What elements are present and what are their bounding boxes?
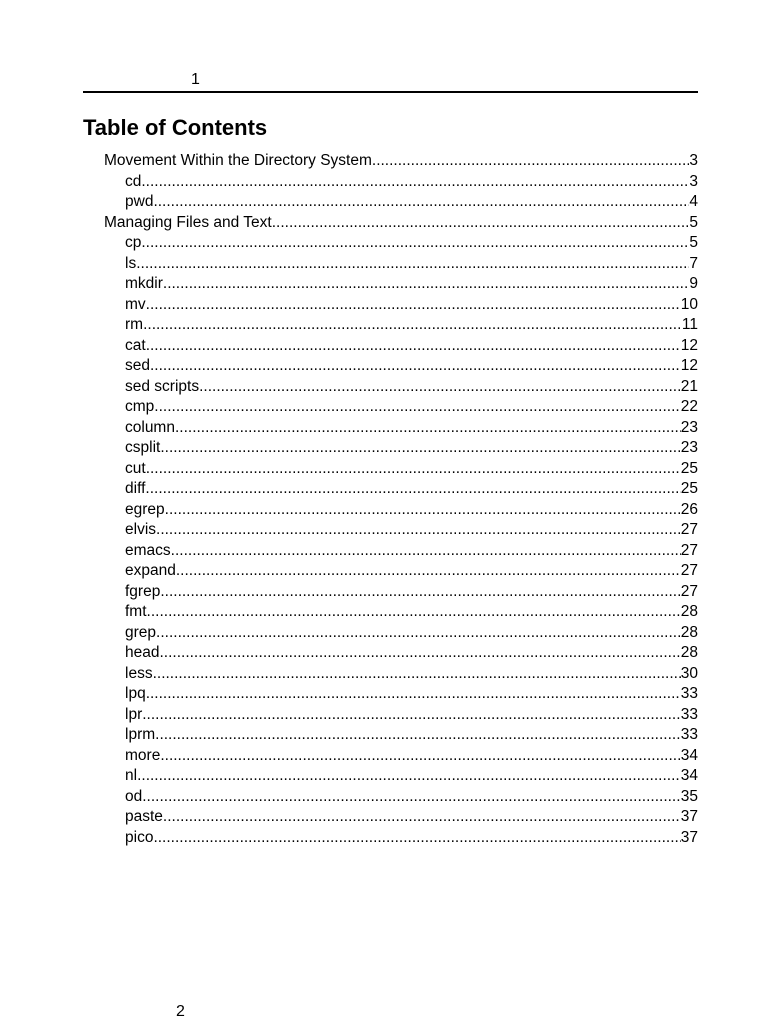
toc-subsection-entry[interactable] [83,766,698,787]
toc-dot-leader [146,684,681,705]
toc-subsection-entry[interactable] [83,336,698,357]
toc-entry-page-number: 12 [680,336,698,354]
toc-dot-leader [141,172,689,193]
toc-subsection-entry[interactable] [83,295,698,316]
toc-entry-label: more [125,746,161,764]
toc-entry-page-number: 28 [680,644,698,661]
toc-entry-page-number: 3 [689,172,698,190]
toc-subsection-entry[interactable] [83,397,698,418]
toc-entry-page-number: 5 [689,234,698,251]
toc-entry-label: lpq [125,685,146,702]
toc-subsection-entry[interactable] [83,725,698,746]
toc-entry-label: od [125,787,143,805]
toc-entry-label: grep [125,623,157,641]
toc-entry-page-number: 22 [680,398,698,415]
toc-dot-leader [153,828,680,849]
toc-dot-leader [150,356,681,377]
toc-dot-leader [160,438,680,459]
toc-dot-leader [176,561,681,582]
toc-subsection-entry[interactable] [83,377,698,398]
toc-subsection-entry[interactable] [83,807,698,828]
header-page-number: 1 [191,71,200,88]
toc-entry-label: diff [125,480,146,497]
toc-entry-page-number: 9 [689,275,698,292]
toc-dot-leader [199,377,681,398]
toc-dot-leader [147,602,681,623]
toc-dot-leader [156,520,681,541]
toc-entry-label: sed scripts [125,377,200,395]
toc-dot-leader [146,336,681,357]
toc-entry-page-number: 12 [680,357,698,374]
toc-dot-leader [171,541,681,562]
toc-entry-label: Managing Files and Text [104,213,272,231]
toc-dot-leader [156,623,681,644]
toc-entry-page-number: 28 [680,603,698,620]
toc-entry-label: pwd [125,193,154,210]
toc-entry-label: mkdir [125,275,163,292]
toc-dot-leader [141,233,689,254]
toc-dot-leader [145,479,680,500]
toc-dot-leader [163,274,689,295]
toc-dot-leader [142,787,681,808]
toc-dot-leader [163,807,681,828]
toc-subsection-entry[interactable] [83,643,698,664]
toc-entry-page-number: 33 [680,726,698,743]
toc-subsection-entry[interactable] [83,459,698,480]
toc-entry-label: expand [125,562,176,579]
toc-entry-page-number: 27 [680,582,698,600]
toc-entry-label: emacs [125,541,171,559]
toc-subsection-entry[interactable] [83,274,698,295]
toc-entry-page-number: 25 [680,459,698,477]
toc-entry-page-number: 25 [680,480,698,497]
toc-entry-label: column [125,418,175,436]
toc-entry-label: cp [125,234,142,251]
toc-entry-label: less [125,664,153,682]
toc-entry-label: cd [125,172,142,190]
toc-entry-page-number: 7 [689,254,698,272]
toc-dot-leader [136,254,689,275]
toc-entry-label: lprm [125,726,156,743]
toc-subsection-entry[interactable] [83,500,698,521]
toc-entry-page-number: 23 [680,439,698,456]
toc-entry-label: sed [125,357,150,374]
toc-entry-page-number: 35 [680,787,698,805]
toc-entry-label: Movement Within the Directory System [104,152,372,169]
toc-entry-page-number: 33 [680,705,698,723]
toc-subsection-entry[interactable] [83,664,698,685]
toc-subsection-entry[interactable] [83,582,698,603]
toc-section-entry[interactable] [83,213,698,234]
toc-dot-leader [146,295,681,316]
header-rule [83,91,698,93]
toc-subsection-entry[interactable] [83,787,698,808]
toc-title: Table of Contents [83,115,268,140]
toc-dot-leader [153,192,689,213]
toc-entry-label: cat [125,336,146,354]
toc-subsection-entry[interactable] [83,254,698,275]
toc-entry-page-number: 37 [680,808,698,825]
toc-subsection-entry[interactable] [83,623,698,644]
toc-subsection-entry[interactable] [83,684,698,705]
toc-dot-leader [165,500,681,521]
toc-entry-page-number: 4 [689,193,698,210]
toc-entry-label: egrep [125,500,165,518]
toc-entry-page-number: 30 [680,664,698,682]
toc-entry-label: paste [125,808,163,825]
toc-dot-leader [159,643,680,664]
toc-dot-leader [272,213,690,234]
toc-entry-page-number: 28 [680,623,698,641]
toc-entry-label: nl [125,767,138,784]
toc-subsection-entry[interactable] [83,418,698,439]
toc-subsection-entry[interactable] [83,746,698,767]
toc-dot-leader [160,746,680,767]
toc-entry-label: mv [125,295,146,313]
toc-entry-label: fgrep [125,582,161,600]
toc-entry-page-number: 34 [680,746,698,764]
toc-entry-label: cut [125,459,146,477]
toc-entry-label: ls [125,254,137,272]
toc-entry-label: fmt [125,603,147,620]
toc-subsection-entry[interactable] [83,828,698,849]
toc-subsection-entry[interactable] [83,602,698,623]
toc-dot-leader [142,705,681,726]
toc-dot-leader [154,397,680,418]
toc-entry-page-number: 11 [681,316,698,333]
toc-section-entry[interactable] [83,151,698,172]
toc-subsection-entry[interactable] [83,561,698,582]
toc-subsection-entry[interactable] [83,356,698,377]
toc-entry-page-number: 27 [680,541,698,559]
toc-entry-page-number: 33 [680,685,698,702]
toc-entry-label: head [125,644,160,661]
toc-subsection-entry[interactable] [83,438,698,459]
toc-entry-label: elvis [125,521,157,538]
toc-dot-leader [143,315,682,336]
toc-subsection-entry[interactable] [83,192,698,213]
toc-entry-page-number: 23 [680,418,698,436]
toc-dot-leader [372,151,689,172]
toc-entry-page-number: 10 [680,295,698,313]
toc-entry-label: cmp [125,398,155,415]
toc-entry-page-number: 3 [689,152,698,169]
toc-entry-page-number: 27 [680,562,698,579]
toc-subsection-entry[interactable] [83,479,698,500]
toc-entry-label: lpr [125,705,143,723]
footer-page-number: 2 [176,1003,185,1020]
toc-entry-label: pico [125,828,154,846]
toc-entry-label: rm [125,316,144,333]
toc-subsection-entry[interactable] [83,541,698,562]
toc-dot-leader [153,664,681,685]
toc-subsection-entry[interactable] [83,172,698,193]
toc-entry-page-number: 37 [680,828,698,846]
toc-subsection-entry[interactable] [83,520,698,541]
toc-entry-page-number: 27 [680,521,698,538]
toc-dot-leader [160,582,680,603]
toc-subsection-entry[interactable] [83,315,698,336]
toc-entry-page-number: 26 [680,500,698,518]
toc-dot-leader [146,459,681,480]
toc-dot-leader [137,766,681,787]
toc-dot-leader [175,418,681,439]
toc-entry-page-number: 21 [680,377,698,395]
toc-entry-page-number: 34 [680,767,698,784]
toc-subsection-entry[interactable] [83,233,698,254]
toc-subsection-entry[interactable] [83,705,698,726]
toc-entry-label: csplit [125,439,161,456]
toc-dot-leader [155,725,681,746]
toc-list [83,151,698,848]
toc-entry-page-number: 5 [689,213,698,231]
